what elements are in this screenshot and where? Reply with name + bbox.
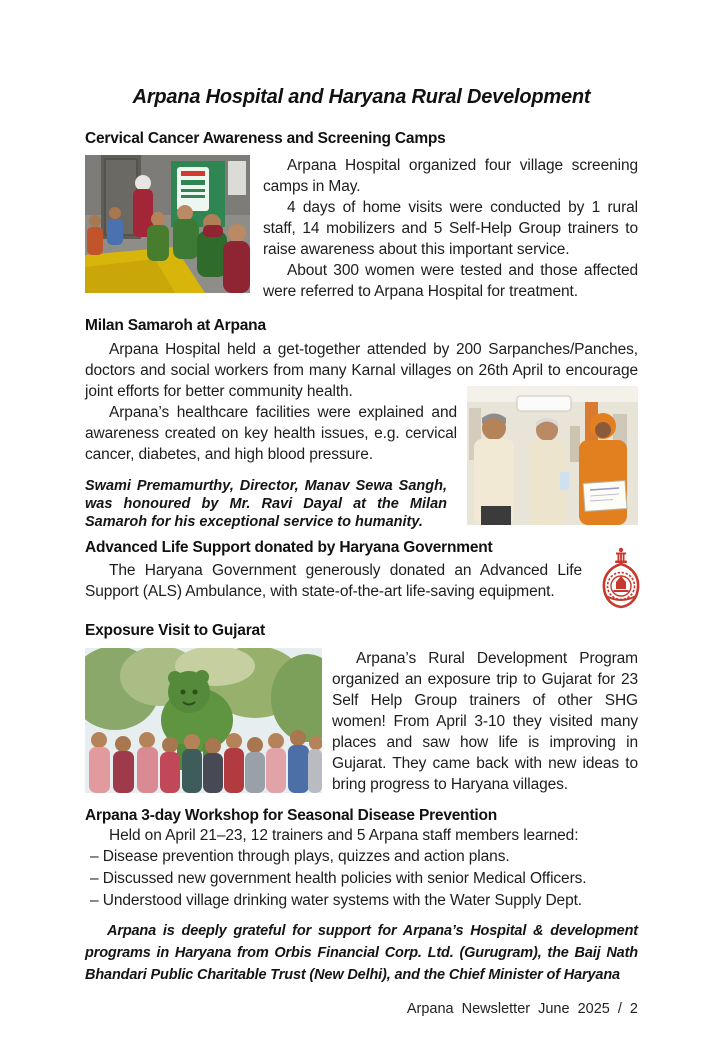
section-heading: Milan Samaroh at Arpana: [85, 317, 266, 334]
bullet-item: – Discussed new government health policies with senior Medical Officers.: [90, 870, 587, 887]
paragraph: Arpana’s Rural Development Program organized an exposure trip to Gujarat for 23 Self Help Group trainers of other SHG women! From April 3-10 they visited many places and saw how life is improving in Gujarat. They came back with new ideas to bring progress to Haryana villages.: [332, 650, 638, 793]
section-heading: Cervical Cancer Awareness and Screening Camps: [85, 130, 446, 147]
section-cervical-camps: [85, 130, 638, 302]
haryana-government-emblem-icon: [598, 546, 644, 612]
section-text: [332, 648, 638, 795]
paragraph: About 300 women were tested and those affected were referred to Arpana Hospital for treatment.: [263, 262, 638, 300]
gratitude-note: Arpana is deeply grateful for support for Arpana’s Hospital & development programs in Haryana from Orbis Financial Corp. Ltd. (Gurugram), the Baij Nath Bhandari Public Charitable Trust (New Delhi), and the Chief Minister of Haryana: [85, 923, 638, 983]
section-gujarat-visit: [85, 622, 638, 795]
paragraph: Arpana Hospital held a get-together attended by 200 Sarpanches/Panches, doctors and social workers from many Karnal villages on 26th April to encourage joint efforts for better community health.: [85, 341, 638, 400]
paragraph: Arpana’s healthcare facilities were explained and awareness created on key health issues, e.g. cervical cancer, diabetes, and high blood pressure.: [85, 404, 457, 463]
section-heading: Exposure Visit to Gujarat: [85, 622, 265, 639]
section-heading: Arpana 3-day Workshop for Seasonal Disease Prevention: [85, 807, 498, 824]
gujarat-group-photo: [85, 648, 322, 793]
bullet-item: – Understood village drinking water systems with the Water Supply Dept.: [90, 892, 582, 909]
section-workshop: [85, 807, 638, 912]
workshop-intro: Held on April 21–23, 12 trainers and 5 Arpana staff members learned:: [109, 827, 579, 844]
cervical-camp-photo: [85, 155, 250, 293]
workshop-bullet-list: [85, 846, 638, 912]
section-milan-samaroh: [85, 317, 638, 531]
section-heading: Advanced Life Support donated by Haryana Government: [85, 539, 493, 556]
paragraph: 4 days of home visits were conducted by 1 rural staff, 14 mobilizers and 5 Self-Help Group trainers to raise awareness about this important service.: [263, 199, 638, 258]
milan-honouring-photo: [467, 386, 638, 525]
bullet-item: – Disease prevention through plays, quizzes and action plans.: [90, 848, 510, 865]
paragraph: The Haryana Government generously donated an Advanced Life Support (ALS) Ambulance, with state-of-the-art life-saving equipment.: [85, 562, 582, 600]
page-title: Arpana Hospital and Haryana Rural Development: [132, 86, 591, 108]
section-text: [263, 155, 638, 302]
photo-caption: Swami Premamurthy, Director, Manav Sewa Sangh, was honoured by Mr. Ravi Dayal at the Milan Samaroh for his exceptional service to humanity.: [85, 478, 447, 530]
page-footer: Arpana Newsletter June 2025 / 2: [406, 1000, 638, 1017]
section-als-ambulance: [85, 539, 638, 612]
section-text: [85, 402, 457, 531]
paragraph: Arpana Hospital organized four village screening camps in May.: [263, 157, 638, 195]
